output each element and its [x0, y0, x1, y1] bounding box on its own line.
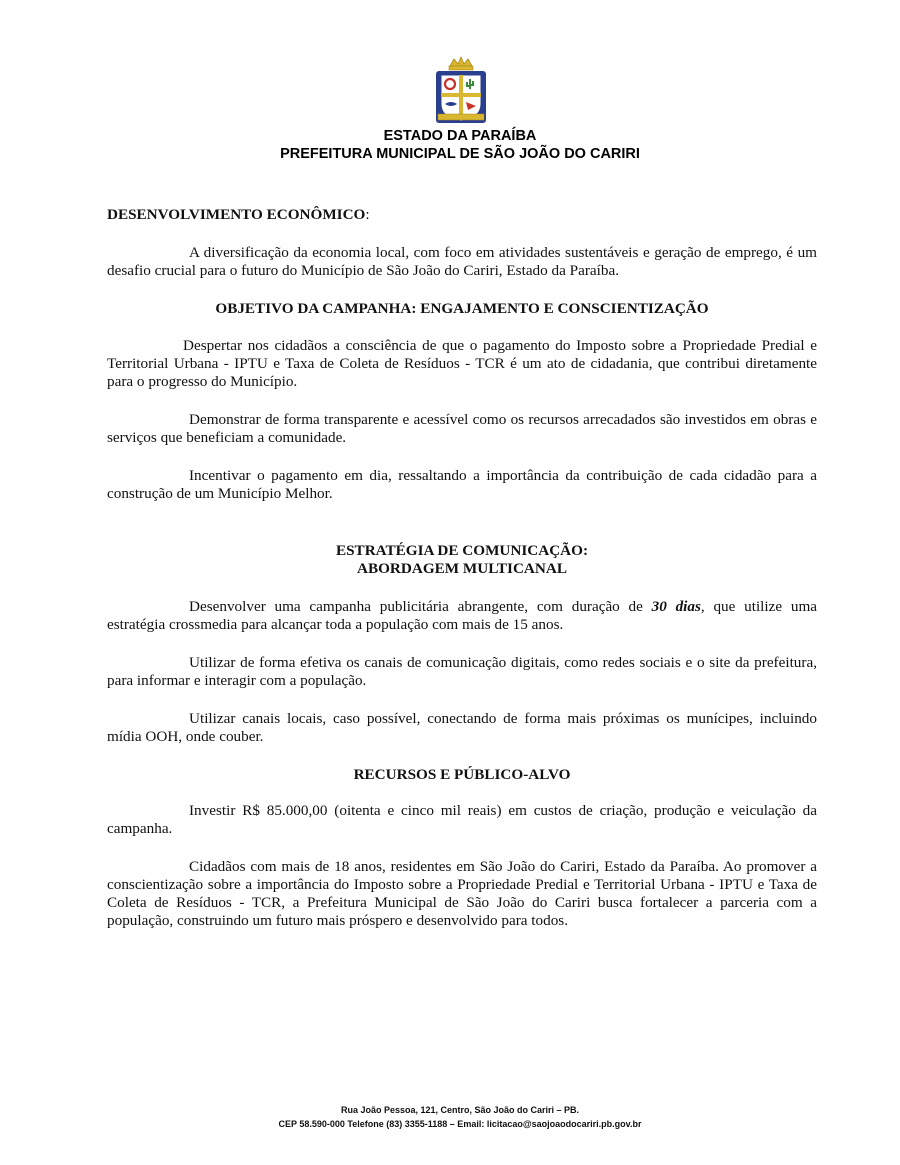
paragraph-resources-1 — [107, 802, 817, 838]
paragraph-resources-1-text: Investir R$ 85.000,00 (oitenta e cinco mil reais) em custos de criação, produção e veiculação da campanha. — [107, 802, 817, 837]
section-title-economic-text: DESENVOLVIMENTO ECONÔMICO — [107, 206, 366, 223]
paragraph-economic — [107, 244, 817, 280]
header-state: ESTADO DA PARAÍBA — [383, 128, 537, 144]
section-title-strategy-line1: ESTRATÉGIA DE COMUNICAÇÃO: — [335, 542, 589, 559]
paragraph-objective-1-text: Despertar nos cidadãos a consciência de que o pagamento do Imposto sobre a Propriedade Predial e Territorial Urbana - IPTU e Taxa de Coleta de Resíduos - TCR é um ato de cidadania, que contribui diretamente para o progresso do Município. — [107, 337, 817, 390]
paragraph-strategy-3-text: Utilizar canais locais, caso possível, conectando de forma mais próximas os munícipes, incluindo mídia OOH, onde couber. — [107, 710, 817, 745]
paragraph-strategy-3 — [107, 710, 817, 746]
paragraph-resources-2 — [107, 858, 817, 930]
section-title-objective: OBJETIVO DA CAMPANHA: ENGAJAMENTO E CONSCIENTIZAÇÃO — [215, 300, 709, 317]
paragraph-objective-1 — [107, 337, 817, 391]
paragraph-strategy-1-text-b: , que utilize uma estratégia crossmedia para alcançar toda a população com mais de 15 anos. — [107, 598, 818, 633]
paragraph-strategy-1-text-a: Desenvolver uma campanha publicitária abrangente, com duração de — [189, 598, 652, 615]
section-title-strategy-line2: ABORDAGEM MULTICANAL — [357, 560, 567, 577]
section-title-resources: RECURSOS E PÚBLICO-ALVO — [353, 766, 571, 783]
title-colon: : — [365, 206, 370, 223]
section-title-economic — [107, 206, 370, 224]
municipal-coat-of-arms-icon — [432, 56, 490, 126]
paragraph-objective-3-text: Incentivar o pagamento em dia, ressaltando a importância da contribuição de cada cidadão para a construção de um Município Melhor. — [107, 467, 817, 502]
paragraph-strategy-2-text: Utilizar de forma efetiva os canais de comunicação digitais, como redes sociais e o site da prefeitura, para informar e interagir com a população. — [107, 654, 817, 689]
paragraph-resources-2-text: Cidadãos com mais de 18 anos, residentes em São João do Cariri, Estado da Paraíba. Ao promover a conscientização sobre a importância do Imposto sobre a Propriedade Predial e Territorial Urbana - IPTU e Taxa de Coleta de Resíduos - TCR, a Prefeitura Municipal de São João do Cariri busca fortalecer a parceria com a população, construindo um futuro mais próspero e desenvolvido para todos. — [107, 858, 817, 929]
paragraph-economic-text: A diversificação da economia local, com foco em atividades sustentáveis e geração de emprego, é um desafio crucial para o futuro do Município de São João do Cariri, Estado da Paraíba. — [107, 244, 817, 279]
paragraph-objective-2 — [107, 411, 817, 447]
paragraph-strategy-1 — [107, 598, 817, 634]
campaign-duration: 30 dias — [651, 598, 701, 615]
footer-address: Rua João Pessoa, 121, Centro, São João do Cariri – PB. — [340, 1105, 580, 1115]
paragraph-objective-3 — [107, 467, 817, 503]
paragraph-strategy-2 — [107, 654, 817, 690]
header-city-hall: PREFEITURA MUNICIPAL DE SÃO JOÃO DO CARIRI — [280, 146, 640, 162]
paragraph-objective-2-text: Demonstrar de forma transparente e acessível como os recursos arrecadados são investidos em obras e serviços que beneficiam a comunidade. — [107, 411, 817, 446]
footer-contact: CEP 58.590-000 Telefone (83) 3355-1188 – Email: licitacao@saojoaodocariri.pb.gov.br — [278, 1119, 642, 1129]
